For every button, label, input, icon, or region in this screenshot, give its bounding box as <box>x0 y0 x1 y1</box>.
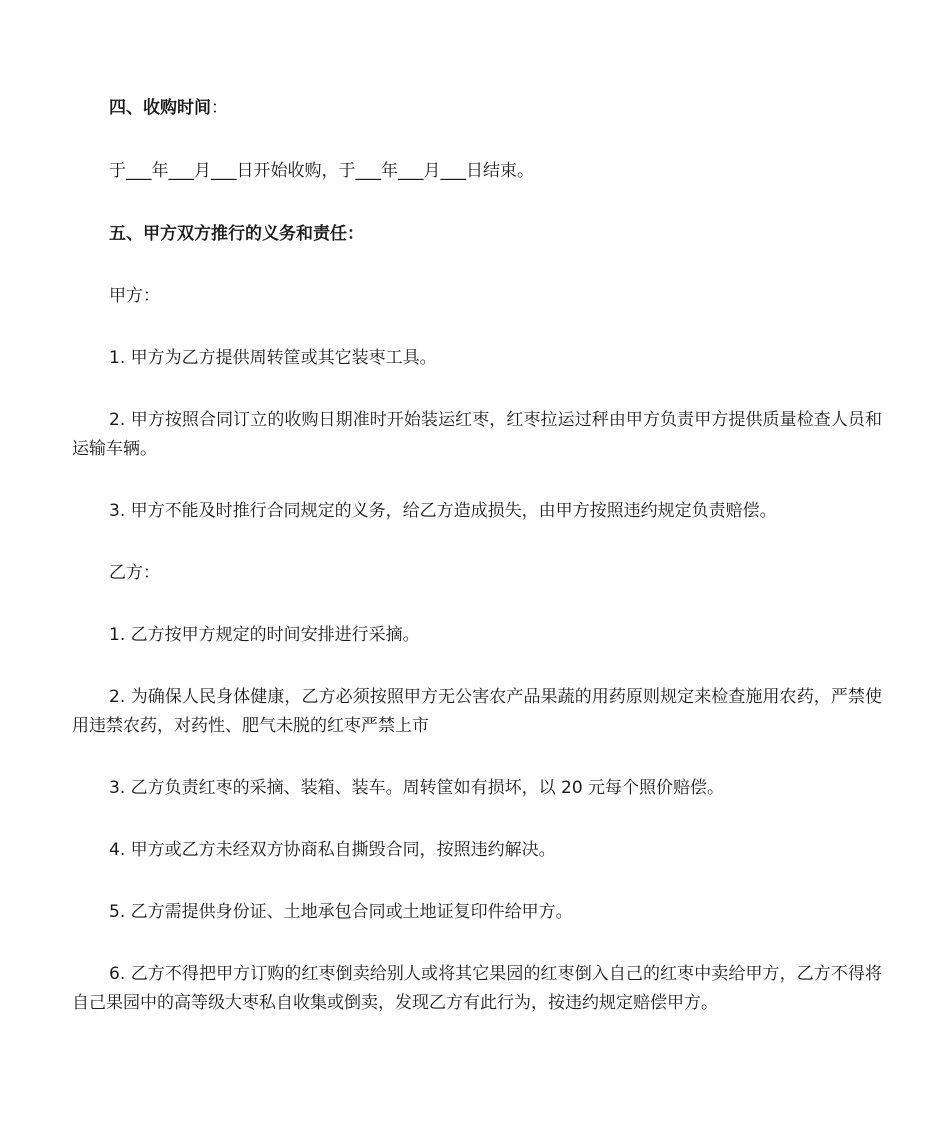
party-b-item-5: 5. 乙方需提供身份证、土地承包合同或土地证复印件给甲方。 <box>109 902 573 922</box>
party-a-item-1: 1. 甲方为乙方提供周转筐或其它装枣工具。 <box>109 348 437 368</box>
party-a-item-3: 3. 甲方不能及时推行合同规定的义务，给乙方造成损失，由甲方按照违约规定负责赔偿。 <box>109 501 777 521</box>
section-4-text: 于___年___月___日开始收购，于___年___月___日结束。 <box>109 161 534 181</box>
party-b-item-6: 6. 乙方不得把甲方订购的红枣倒卖给别人或将其它果园的红枣倒入自己的红枣中卖给甲方，乙方不得将自己果园中的高等级大枣私自收集或倒卖，发现乙方有此行为，按违约规定赔偿甲方。 <box>72 964 882 1013</box>
party-b-item-2: 2. 为确保人民身体健康，乙方必须按照甲方无公害农产品果蔬的用药原则规定来检查施用农药，严禁使用违禁农药，对药性、肥气未脱的红枣严禁上市 <box>72 687 882 736</box>
section-4-heading-colon: ： <box>211 98 228 118</box>
party-a-label: 甲方： <box>109 286 160 306</box>
party-b-item-4: 4. 甲方或乙方未经双方协商私自撕毁合同，按照违约解决。 <box>109 840 556 860</box>
section-4-heading <box>72 94 882 123</box>
party-b-item-1: 1. 乙方按甲方规定的时间安排进行采摘。 <box>109 625 420 645</box>
section-4-heading-text: 四、收购时间 <box>109 98 211 118</box>
party-a-item-2: 2. 甲方按照合同订立的收购日期准时开始装运红枣，红枣拉运过秤由甲方负责甲方提供质量检查人员和运输车辆。 <box>72 410 882 459</box>
section-5-heading: 五、甲方双方推行的义务和责任： <box>109 224 364 244</box>
party-b-label: 乙方： <box>109 563 160 583</box>
party-b-item-3: 3. 乙方负责红枣的采摘、装箱、装车。周转筐如有损坏，以 20 元每个照价赔偿。 <box>109 778 725 798</box>
